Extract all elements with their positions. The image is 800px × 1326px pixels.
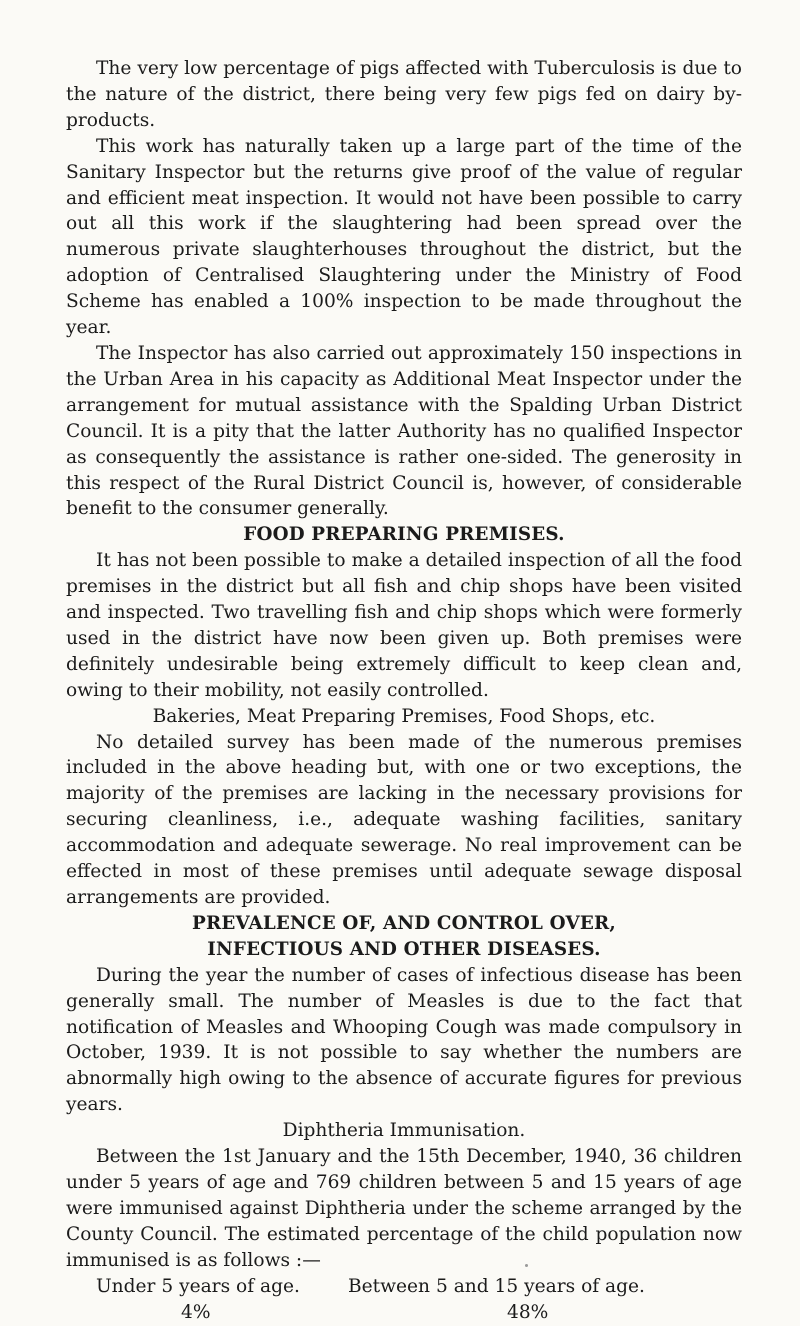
subheading-diphtheria-immunisation: Diphtheria Immunisation. — [282, 1120, 526, 1142]
heading-prevalence-line-2: INFECTIOUS AND OTHER DISEASES. — [207, 938, 601, 960]
table-header-5-to-15: Between 5 and 15 years of age. — [348, 1275, 645, 1297]
paragraph-pigs-tuberculosis: The very low percentage of pigs affected with Tuberculosis is due to the nature of the district, there being very few pigs fed on dairy by-products. — [66, 58, 742, 131]
paragraph-immunisation-numbers: Between the 1st January and the 15th December, 1940, 36 children under 5 years of age and 769 children between 5 and 15 years of age were immunised against Diphtheria under the scheme arranged by the County Council. The estimated percentage of the child population now immunised is as follows :— — [66, 1146, 742, 1271]
table-value-under-5: 4% — [181, 1301, 211, 1323]
paper-speck-mark — [525, 1264, 528, 1267]
paragraph-infectious-disease: During the year the number of cases of infectious disease has been generally small. The number of Measles is due to the fact that notification of Measles and Whooping Cough was made compulsory in October, 1939. It is not possible to say whether the numbers are abnormally high owing to the absence of accurate figures for previous years. — [66, 964, 742, 1116]
paragraph-urban-area-inspections: The Inspector has also carried out approximately 150 inspections in the Urban Area in his capacity as Additional Meat Inspector under the arrangement for mutual assistance with the Spalding Urban District Council. It is a pity that the latter Authority has no qualified Inspector as consequently the assistance is rather one-sided. The generosity in this respect of the Rural District Council is, however, of considerable benefit to the consumer generally. — [66, 342, 742, 520]
subheading-bakeries: Bakeries, Meat Preparing Premises, Food Shops, etc. — [152, 705, 656, 727]
heading-food-preparing-premises: FOOD PREPARING PREMISES. — [243, 524, 565, 546]
paragraph-premises-survey: No detailed survey has been made of the numerous premises included in the above heading but, with one or two exceptions, the majority of the premises are lacking in the necessary provisions for securing cleanliness, i.e., adequate washing facilities, sanitary accommodation and adequate sewerage. No real improvement can be effected in most of these premises until adequate sewage disposal arrangements are provided. — [66, 731, 742, 908]
immunisation-percentage-table — [66, 1274, 742, 1326]
document-page — [66, 56, 742, 1326]
paragraph-meat-inspection: This work has naturally taken up a large part of the time of the Sanitary Inspector but the returns give proof of the value of regular and efficient meat inspection. It would not have been possible to carry out all this work if the slaughtering had been spread over the numerous private slaughterhouses throughout the district, but the adoption of Centralised Slaughtering under the Ministry of Food Scheme has enabled a 100% inspection to be made throughout the year. — [66, 135, 742, 339]
table-header-under-5: Under 5 years of age. — [96, 1275, 300, 1297]
heading-prevalence-line-1: PREVALENCE OF, AND CONTROL OVER, — [192, 912, 616, 934]
paragraph-fish-chip-shops: It has not been possible to make a detailed inspection of all the food premises in the district but all fish and chip shops have been visited and inspected. Two travelling fish and chip shops which were formerly used in the district have now been given up. Both premises were definitely undesirable being extremely difficult to keep clean and, owing to their mobility, not easily controlled. — [66, 550, 742, 701]
table-value-5-to-15: 48% — [507, 1301, 549, 1323]
